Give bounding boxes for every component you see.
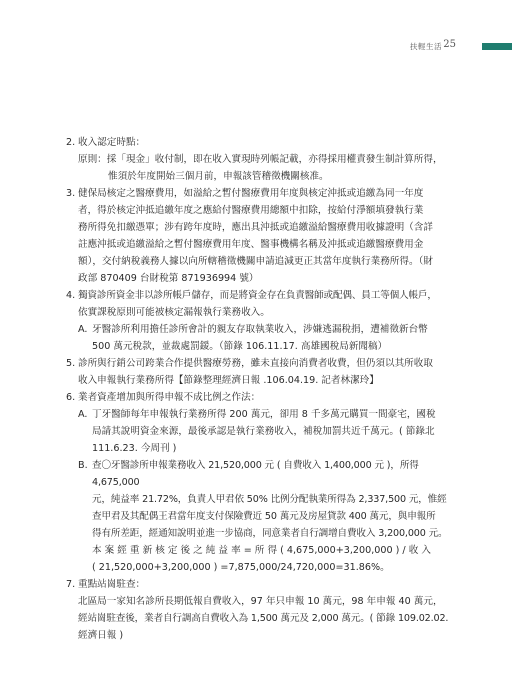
list-item-5 xyxy=(62,355,462,389)
item-heading: 重點站崗駐查： xyxy=(78,579,146,590)
text-line: 者，得於核定沖抵追繳年度之應給付醫療費用總額中扣除，按給付淨額填發執行業 xyxy=(78,205,424,216)
sub-item-label: A. xyxy=(78,324,88,335)
list-item-2 xyxy=(62,134,462,185)
text-line: 健保局核定之醫療費用，如溢給之暫付醫療費用年度與核定沖抵或追繳為同一年度 xyxy=(78,188,424,199)
text-line: 本 案 經 重 新 核 定 後 之 純 益 率 = 所 得 ( 4,675,000+3,200,000 ) / 收 入 xyxy=(92,545,431,556)
page-number: 25 xyxy=(443,39,456,50)
text-line: 北區局一家知名診所長期低報自費收入，97 年只申報 10 萬元，98 年申報 40 萬元， xyxy=(78,596,443,607)
text-line: 元，純益率 21.72%，負責人甲君依 50% 比例分配執業所得為 2,337,500 元，惟經 xyxy=(92,494,447,505)
text-line: 查〇牙醫診所申報業務收入 21,520,000 元 ( 自費收入 1,400,000 元 )，所得 4,675,000 xyxy=(92,460,419,488)
item-number: 4. xyxy=(66,290,76,301)
sub-item-6a xyxy=(62,406,462,457)
sub-item-6b xyxy=(62,457,462,576)
text-line: 經站崗駐查後，業者自行調高自費收入為 1,500 萬元及 2,000 萬元。( 節錄 109.02.02. xyxy=(78,613,449,624)
text-line: 查甲君及其配偶王君當年度支付保險費近 50 萬元及房屋貸款 400 萬元，與申報所 xyxy=(92,511,436,522)
text-line: 收入申報執行業務所得【節錄整理經濟日報 .106.04.19. 記者林潔玲】 xyxy=(78,375,379,386)
text-line: 政部 870409 台財稅第 871936994 號） xyxy=(78,273,259,284)
item-number: 7. xyxy=(66,579,76,590)
item-number: 2. xyxy=(66,137,76,148)
sub-item-4a xyxy=(62,321,462,355)
list-item-3 xyxy=(62,185,462,287)
list-item-6 xyxy=(62,389,462,406)
list-item-4 xyxy=(62,287,462,321)
text-line: 111.6.23. 今周刊 ) xyxy=(92,443,177,454)
text-line: 額），交付納稅義務人據以向所轄稽徵機關申請追減更正其當年度執行業務所得。（財 xyxy=(78,256,433,267)
item-heading: 業者資產增加與所得申報不成比例之作法： xyxy=(78,392,261,403)
text-line: 牙醫診所利用擔任診所會計的親友存取執業收入，涉嫌逃漏稅捐，遭補徵新台幣 xyxy=(92,324,428,335)
sub-item-label: A. xyxy=(78,409,88,420)
text-line: 惟須於年度開始三個月前，申報該管稽徵機關核准。 xyxy=(108,171,329,182)
text-line: 務所得免扣繳憑單；涉有跨年度時，應出具沖抵或追繳溢給醫療費用收據證明（含詳 xyxy=(78,222,433,233)
accent-bar xyxy=(482,43,512,50)
list-item-7 xyxy=(62,576,462,644)
text-line: ( 21,520,000+3,200,000 ) =7,875,000/24,720,000=31.86%。 xyxy=(92,562,390,573)
page-header xyxy=(0,40,512,56)
text-line: 獨資診所資金非以診所帳戶儲存，而是將資金存在負責醫師或配偶、員工等個人帳戶， xyxy=(78,290,437,301)
text-line: 依實課稅原則可能被核定漏報執行業務收入。 xyxy=(78,307,270,318)
text-line: 得有所差距，經通知說明並進一步協商，同意業者自行調增自費收入 3,200,000 元。 xyxy=(92,528,448,539)
item-number: 6. xyxy=(66,392,76,403)
text-line: 丁牙醫師每年申報執行業務所得 200 萬元，卻用 8 千多萬元購買一間豪宅，國稅 xyxy=(92,409,436,420)
document-body xyxy=(62,134,462,644)
item-number: 5. xyxy=(66,358,76,369)
item-heading: 收入認定時點： xyxy=(78,137,146,148)
text-line: 經濟日報 ) xyxy=(78,630,124,641)
text-line: 註應沖抵或追繳溢給之暫付醫療費用年度、醫事機構名稱及沖抵或追繳醫療費用金 xyxy=(78,239,424,250)
text-line: 原則：採「現金」收付制，即在收入實現時列帳記載，亦得採用權責發生制計算所得， xyxy=(78,154,443,165)
text-line: 診所與行銷公司跨業合作提供醫療勞務，雖未直接向消費者收費，但仍須以其所收取 xyxy=(78,358,433,369)
section-title: 扶輕生活 xyxy=(410,42,442,51)
sub-item-label: B. xyxy=(78,460,88,471)
text-line: 500 萬元稅款，並裁處罰鍰。（節錄 106.11.17. 高雄國稅局新聞稿） xyxy=(92,341,388,352)
text-line: 局請其說明資金來源，最後承認是執行業務收入，補稅加罰共近千萬元。( 節錄北 xyxy=(92,426,435,437)
item-number: 3. xyxy=(66,188,76,199)
